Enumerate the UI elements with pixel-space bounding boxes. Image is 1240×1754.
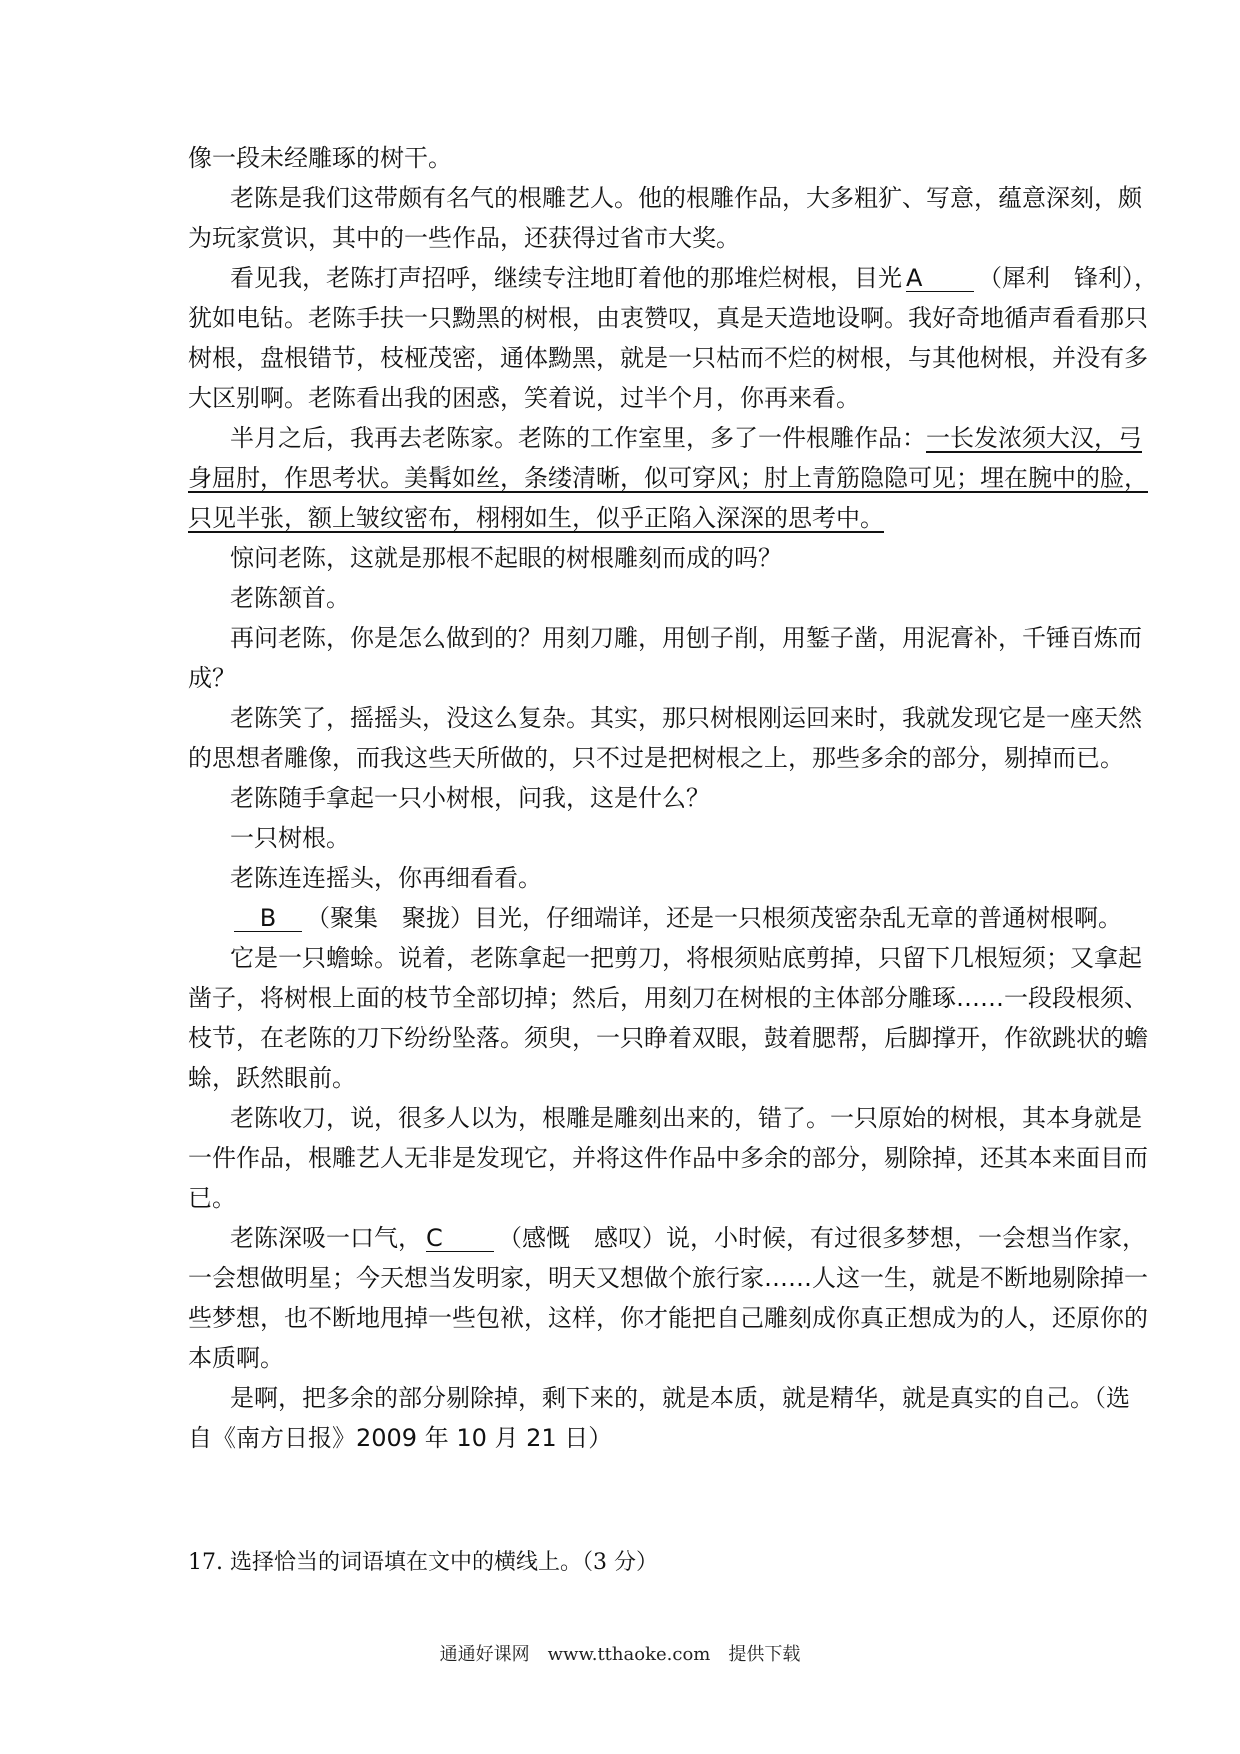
text-segment: 老陈深吸一口气， bbox=[230, 1224, 422, 1252]
text-segment: 看见我，老陈打声招呼，继续专注地盯着他的那堆烂树根，目光 bbox=[230, 264, 902, 292]
paragraph-line: 本质啊。 bbox=[188, 1344, 284, 1372]
text-segment: （感慨 感叹）说，小时候，有过很多梦想，一会想当作家， bbox=[498, 1224, 1146, 1252]
paragraph-line: 为玩家赏识，其中的一些作品，还获得过省市大奖。 bbox=[188, 224, 740, 252]
paragraph-line: 大区别啊。老陈看出我的困惑，笑着说，过半个月，你再来看。 bbox=[188, 384, 860, 412]
text-segment: （聚集 聚拢）目光，仔细端详，还是一只根须茂密杂乱无章的普通树根啊。 bbox=[306, 904, 1122, 932]
paragraph-line: 一会想做明星；今天想当发明家，明天又想做个旅行家……人这一生，就是不断地剔除掉一 bbox=[188, 1264, 1148, 1292]
paragraph-line: 是啊，把多余的部分剔除掉，剩下来的，就是本质，就是精华，就是真实的自己。（选 bbox=[230, 1384, 1130, 1412]
blank-c: C bbox=[426, 1225, 494, 1252]
paragraph-line bbox=[188, 1218, 1146, 1258]
paragraph-line: 老陈笑了，摇摇头，没这么复杂。其实，那只树根刚运回来时，我就发现它是一座天然 bbox=[230, 704, 1142, 732]
paragraph-line: 惊问老陈，这就是那根不起眼的树根雕刻而成的吗？ bbox=[230, 544, 782, 572]
blank-a: A bbox=[906, 265, 974, 292]
paragraph-line: 的思想者雕像，而我这些天所做的，只不过是把树根之上，那些多余的部分，剔掉而已。 bbox=[188, 744, 1124, 772]
paragraph-line: 树根，盘根错节，枝桠茂密，通体黝黑，就是一只枯而不烂的树根，与其他树根，并没有多 bbox=[188, 344, 1148, 372]
paragraph-line: 它是一只蟾蜍。说着，老陈拿起一把剪刀，将根须贴底剪掉，只留下几根短须；又拿起 bbox=[230, 944, 1142, 972]
paragraph-line: 成？ bbox=[188, 664, 236, 692]
page-footer: 通通好课网 www.tthaoke.com 提供下载 bbox=[439, 1644, 801, 1665]
paragraph-line: 些梦想，也不断地甩掉一些包袱，这样，你才能把自己雕刻成你真正想成为的人，还原你的 bbox=[188, 1304, 1148, 1332]
paragraph-line: 老陈连连摇头，你再细看看。 bbox=[230, 864, 542, 892]
paragraph-line: 一件作品，根雕艺人无非是发现它，并将这件作品中多余的部分，剔除掉，还其本来面目而 bbox=[188, 1144, 1148, 1172]
paragraph-line bbox=[188, 418, 1142, 458]
underlined-line: 身屈肘，作思考状。美髯如丝，条缕清晰，似可穿风；肘上青筋隐隐可见；埋在腕中的脸， bbox=[188, 464, 1148, 492]
question-17: 17. 选择恰当的词语填在文中的横线上。（3 分） bbox=[188, 1550, 658, 1575]
paragraph-line: 犹如电钻。老陈手扶一只黝黑的树根，由衷赞叹，真是天造地设啊。我好奇地循声看看那只 bbox=[188, 304, 1148, 332]
paragraph-line: 已。 bbox=[188, 1184, 236, 1212]
paragraph-line bbox=[188, 898, 1122, 938]
paragraph-line: 一只树根。 bbox=[230, 824, 350, 852]
paragraph-line: 老陈颔首。 bbox=[230, 584, 350, 612]
paragraph-line: 老陈是我们这带颇有名气的根雕艺人。他的根雕作品，大多粗犷、写意，蕴意深刻，颇 bbox=[230, 184, 1142, 212]
paragraph-line: 再问老陈，你是怎么做到的？用刻刀雕，用刨子削，用錾子凿，用泥膏补，千锤百炼而 bbox=[230, 624, 1142, 652]
text-segment: （犀利 锋利）， bbox=[978, 264, 1158, 292]
paragraph-line: 老陈随手拿起一只小树根，问我，这是什么？ bbox=[230, 784, 710, 812]
paragraph-line: 老陈收刀，说，很多人以为，根雕是雕刻出来的，错了。一只原始的树根，其本身就是 bbox=[230, 1104, 1142, 1132]
paragraph-line: 像一段未经雕琢的树干。 bbox=[188, 144, 452, 172]
source-citation: 自《南方日报》2009 年 10 月 21 日） bbox=[188, 1424, 613, 1452]
underlined-text: 一长发浓须大汉，弓 bbox=[926, 424, 1142, 452]
paragraph-line bbox=[188, 258, 1158, 298]
blank-b: B bbox=[234, 905, 302, 932]
text-segment: 半月之后，我再去老陈家。老陈的工作室里，多了一件根雕作品： bbox=[230, 424, 926, 452]
paragraph-line: 枝节，在老陈的刀下纷纷坠落。须臾，一只睁着双眼，鼓着腮帮，后脚撑开，作欲跳状的蟾 bbox=[188, 1024, 1148, 1052]
underlined-line: 只见半张，额上皱纹密布，栩栩如生，似乎正陷入深深的思考中。 bbox=[188, 504, 884, 532]
paragraph-line: 凿子，将树根上面的枝节全部切掉；然后，用刻刀在树根的主体部分雕琢……一段段根须、 bbox=[188, 984, 1148, 1012]
paragraph-line: 蜍，跃然眼前。 bbox=[188, 1064, 356, 1092]
